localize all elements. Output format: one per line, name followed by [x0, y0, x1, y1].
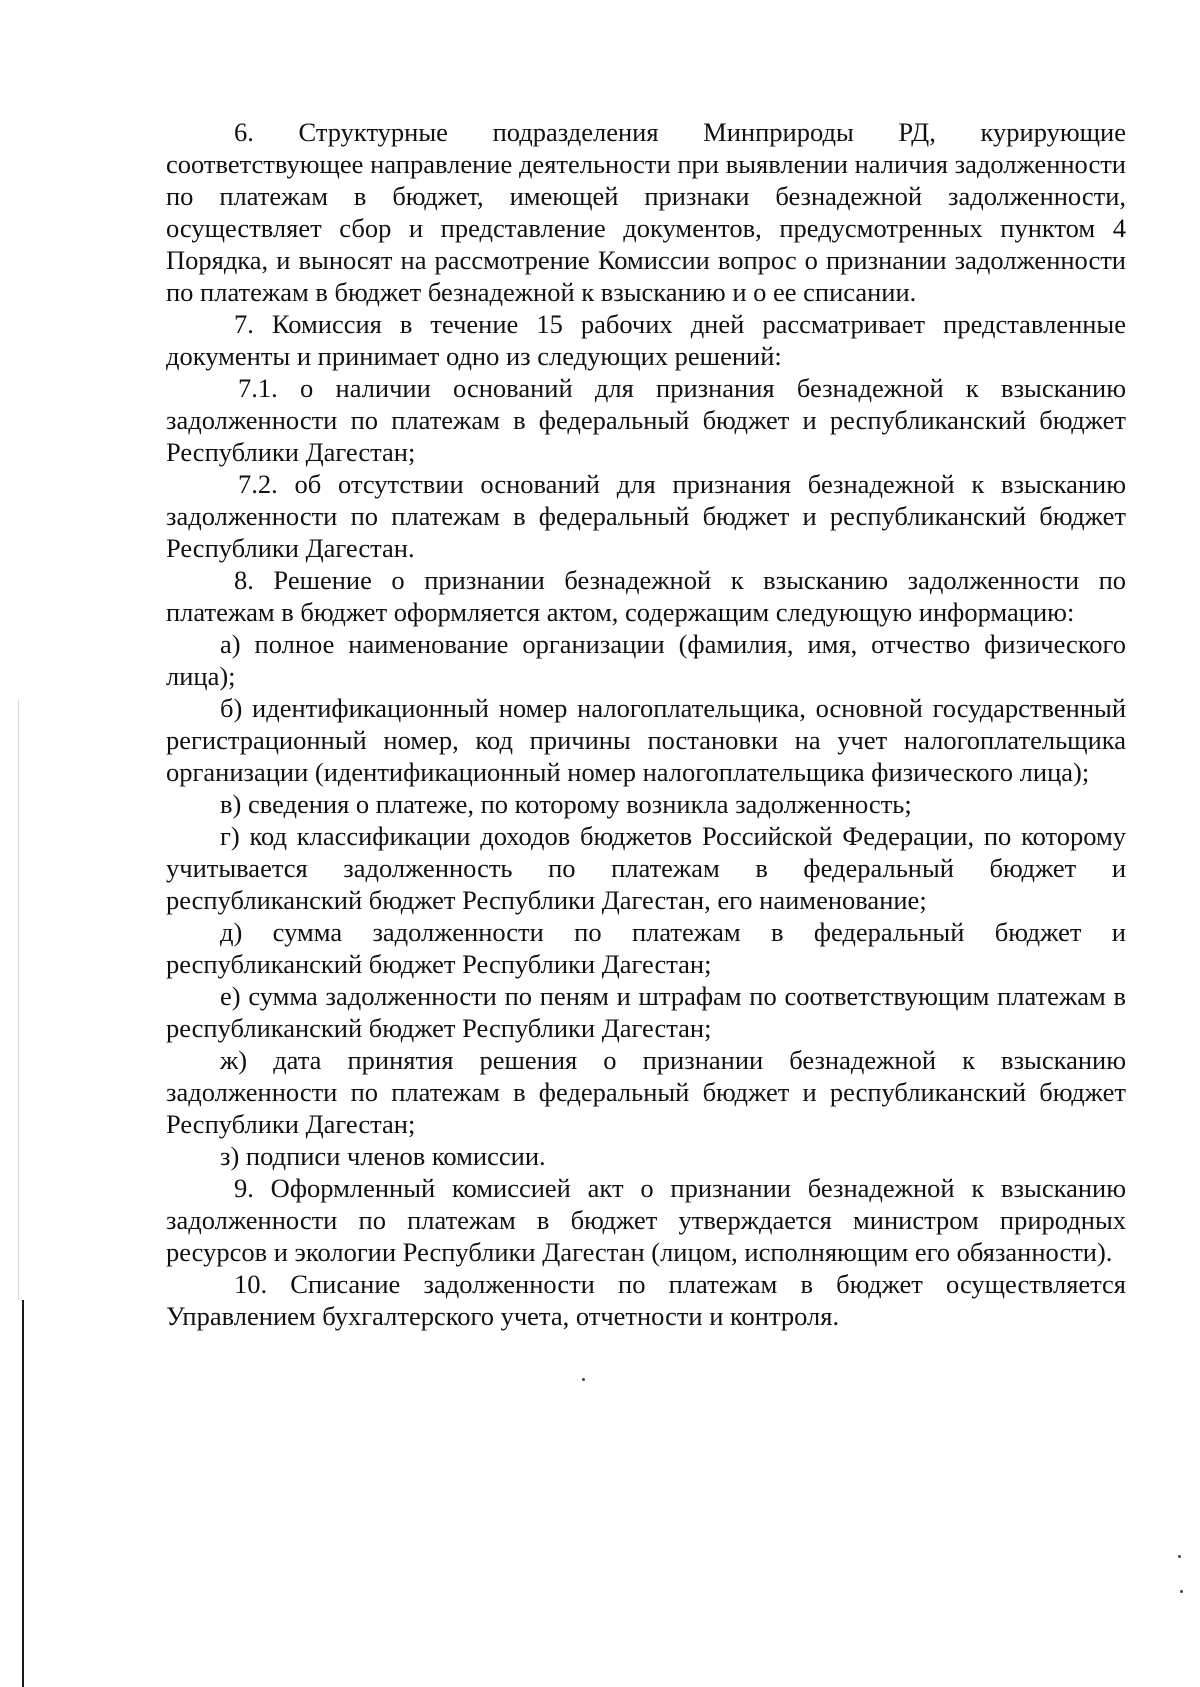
scan-speck — [1180, 1590, 1183, 1593]
paragraph-9: 9. Оформленный комиссией акт о признании безнадежной к взысканию задолженности по платежам в бюджет утверждается министром природных ресурсов и экологии Республики Дагестан (лицом, исполняющим его обязанности). — [166, 1173, 1126, 1267]
paragraph-10: 10. Списание задолженности по платежам в бюджет осуществляется Управлением бухгалтерского учета, отчетности и контроля. — [166, 1269, 1126, 1331]
paragraph-8-zh: ж) дата принятия решения о признании безнадежной к взысканию задолженности по платежам в федеральный бюджет и республиканский бюджет Республики Дагестан; — [166, 1045, 1126, 1139]
paragraph-8: 8. Решение о признании безнадежной к взысканию задолженности по платежам в бюджет оформляется актом, содержащим следующую информацию: — [166, 565, 1126, 627]
paragraph-7-2: 7.2. об отсутствии оснований для признания безнадежной к взысканию задолженности по платежам в федеральный бюджет и республиканский бюджет Республики Дагестан. — [166, 469, 1126, 563]
scan-edge-artifact — [18, 700, 19, 1300]
paragraph-7-1: 7.1. о наличии оснований для признания безнадежной к взысканию задолженности по платежам в федеральный бюджет и республиканский бюджет Республики Дагестан; — [166, 373, 1126, 467]
paragraph-7: 7. Комиссия в течение 15 рабочих дней рассматривает представленные документы и принимает одно из следующих решений: — [166, 309, 1126, 371]
paragraph-8-z: з) подписи членов комиссии. — [220, 1141, 546, 1171]
document-body — [166, 116, 1126, 1332]
scan-speck — [582, 1378, 585, 1381]
paragraph-6: 6. Структурные подразделения Минприроды РД, курирующие соответствующее направление деятельности при выявлении наличия задолженности по платежам в бюджет, имеющей признаки безнадежной задолженности, осуществляет сбор и представление документов, предусмотренных пунктом 4 Порядка, и выносят на рассмотрение Комиссии вопрос о признании задолженности по платежам в бюджет безнадежной к взысканию и о ее списании. — [166, 117, 1126, 307]
paragraph-8-d: д) сумма задолженности по платежам в федеральный бюджет и республиканский бюджет Республики Дагестан; — [166, 917, 1126, 979]
paragraph-8-g: г) код классификации доходов бюджетов Российской Федерации, по которому учитывается задолженность по платежам в федеральный бюджет и республиканский бюджет Республики Дагестан, его наименование; — [166, 821, 1126, 915]
paragraph-8-a: а) полное наименование организации (фамилия, имя, отчество физического лица); — [166, 629, 1126, 691]
paragraph-8-v: в) сведения о платеже, по которому возникла задолженность; — [220, 789, 912, 819]
scan-edge-line — [22, 1300, 24, 1687]
paragraph-8-b: б) идентификационный номер налогоплательщика, основной государственный регистрационный номер, код причины постановки на учет налогоплательщика организации (идентификационный номер налогоплательщика физического лица); — [166, 693, 1126, 787]
scan-speck — [1178, 1555, 1181, 1558]
paragraph-8-e: е) сумма задолженности по пеням и штрафам по соответствующим платежам в республиканский бюджет Республики Дагестан; — [166, 981, 1126, 1043]
